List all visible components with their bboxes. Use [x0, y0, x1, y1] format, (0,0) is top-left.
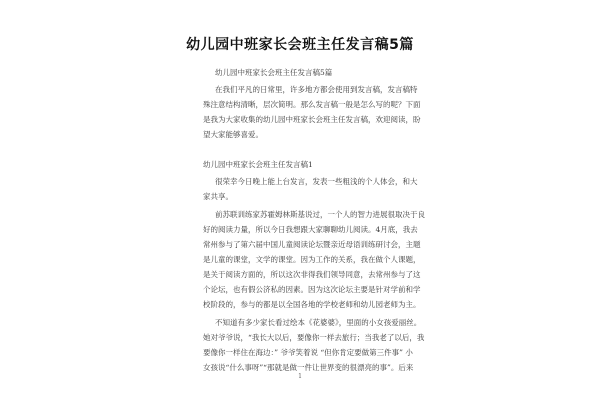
paragraph-line: 常州参与了第六届中国儿童阅读论坛暨亲近母语训练研讨会，主题	[203, 240, 421, 249]
paragraph-line: 要像你一样住在海边：” 爷爷笑着说 “但你肯定要做第三件事” 小	[203, 348, 413, 357]
intro-line: 望大家能够喜爱。	[203, 130, 263, 139]
paragraph-line: 不知道有多少家长看过绘本《花婆婆》，里面的小女孩爱丽丝。	[215, 318, 422, 327]
paragraph-line: 她对爷爷说，“我长大以后，要像你一样去旅行；当我老了以后，我	[203, 333, 425, 342]
paragraph-line: 好的阅读力量，所以今日我想跟大家聊聊幼儿阅读。4月底，我去	[203, 225, 418, 234]
document-title: 幼儿园中班家长会班主任发言稿5篇	[186, 37, 414, 53]
paragraph-line: 很荣幸今日晚上能上台发言，发表一些粗浅的个人体会，和大	[215, 177, 418, 186]
paragraph-line: 是儿童的课堂，文学的课堂。因为工作的关系，我在做个人课题，	[203, 255, 421, 264]
intro-line: 是我为大家收集的幼儿园中班家长会班主任发言稿，欢迎阅读，盼	[203, 115, 421, 124]
paragraph-line: 校阶段的，参与的都是以全国各地的学校老师和幼儿园老师为主。	[203, 300, 421, 309]
paragraph-line: 前苏联训练家苏霍姆林斯基说过，一个人的智力进展很取决于良	[215, 210, 425, 219]
intro-line: 在我们平凡的日常里，许多地方都会使用到发言稿，发言稿特	[215, 85, 418, 94]
paragraph-line: 家共享。	[203, 192, 233, 201]
paragraph-line: 女孩说“什么事呀”“那就是做一件让世界变的很漂亮的事”。后来	[203, 363, 414, 372]
paragraph-line: 是关于阅读方面的，所以这次非得我们领导同意，去常州参与了这	[203, 270, 421, 279]
intro-line: 殊注意结构清晰，层次简明。那么发言稿一般是怎么写的呢？下面	[203, 100, 421, 109]
document-subtitle: 幼儿园中班家长会班主任发言稿5篇	[215, 68, 333, 77]
section-heading: 幼儿园中班家长会班主任发言稿1	[203, 160, 313, 169]
paragraph-line: 个论坛，也有假公济私的因素。因为这次论坛主要是针对学前和学	[203, 285, 421, 294]
page-number: 1	[298, 373, 302, 380]
